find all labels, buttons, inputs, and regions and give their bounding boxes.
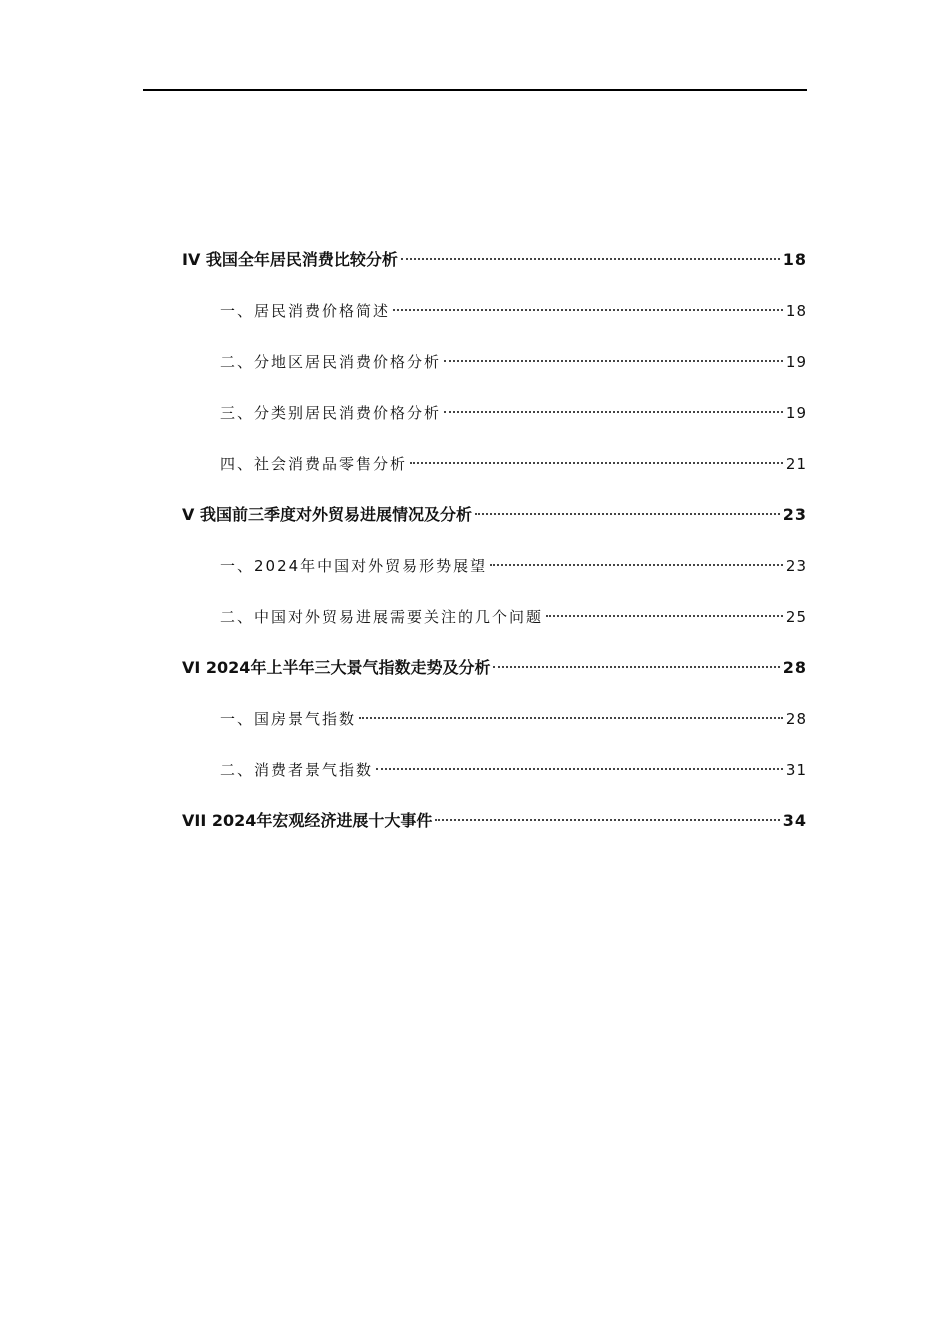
- toc-entry-title: VI 2024年上半年三大景气指数走势及分析: [182, 658, 491, 677]
- toc-page-number: 34: [782, 811, 807, 830]
- toc-dot-leader: [444, 411, 783, 413]
- toc-dot-leader: [376, 768, 783, 770]
- toc-page-number: 28: [782, 658, 807, 677]
- toc-dot-leader: [410, 462, 783, 464]
- toc-page-number: 18: [785, 302, 807, 320]
- table-of-contents: [182, 245, 807, 857]
- toc-entry-title: 二、中国对外贸易进展需要关注的几个问题: [220, 608, 544, 626]
- toc-page-number: 21: [785, 455, 807, 473]
- toc-entry[interactable]: [182, 653, 807, 704]
- toc-entry[interactable]: [182, 551, 807, 602]
- toc-entry[interactable]: [182, 398, 807, 449]
- toc-entry-title: 三、分类别居民消费价格分析: [220, 404, 442, 422]
- toc-entry-title: 一、居民消费价格简述: [220, 302, 391, 320]
- toc-entry[interactable]: [182, 296, 807, 347]
- header-rule: [143, 89, 807, 91]
- toc-page-number: 25: [785, 608, 807, 626]
- toc-entry[interactable]: [182, 704, 807, 755]
- toc-dot-leader: [546, 615, 783, 617]
- toc-entry[interactable]: [182, 806, 807, 857]
- toc-entry-title: 一、2024年中国对外贸易形势展望: [220, 557, 488, 575]
- toc-dot-leader: [393, 309, 783, 311]
- toc-entry[interactable]: [182, 602, 807, 653]
- toc-entry[interactable]: [182, 245, 807, 296]
- toc-page-number: 23: [785, 557, 807, 575]
- toc-page-number: 28: [785, 710, 807, 728]
- toc-entry-title: IV 我国全年居民消费比较分析: [182, 250, 398, 269]
- toc-page-number: 19: [785, 404, 807, 422]
- toc-dot-leader: [401, 258, 780, 260]
- toc-entry[interactable]: [182, 449, 807, 500]
- toc-entry-title: 二、消费者景气指数: [220, 761, 374, 779]
- toc-dot-leader: [435, 819, 779, 821]
- toc-page-number: 31: [785, 761, 807, 779]
- toc-entry[interactable]: [182, 500, 807, 551]
- toc-entry-title: 四、社会消费品零售分析: [220, 455, 408, 473]
- toc-dot-leader: [444, 360, 783, 362]
- toc-page-number: 19: [785, 353, 807, 371]
- toc-dot-leader: [490, 564, 783, 566]
- toc-entry-title: V 我国前三季度对外贸易进展情况及分析: [182, 505, 472, 524]
- toc-entry-title: 一、国房景气指数: [220, 710, 357, 728]
- toc-entry[interactable]: [182, 347, 807, 398]
- toc-entry-title: VII 2024年宏观经济进展十大事件: [182, 811, 433, 830]
- toc-page-number: 23: [782, 505, 807, 524]
- toc-entry-title: 二、分地区居民消费价格分析: [220, 353, 442, 371]
- toc-entry[interactable]: [182, 755, 807, 806]
- toc-dot-leader: [493, 666, 779, 668]
- toc-dot-leader: [475, 513, 780, 515]
- toc-page-number: 18: [782, 250, 807, 269]
- toc-dot-leader: [359, 717, 783, 719]
